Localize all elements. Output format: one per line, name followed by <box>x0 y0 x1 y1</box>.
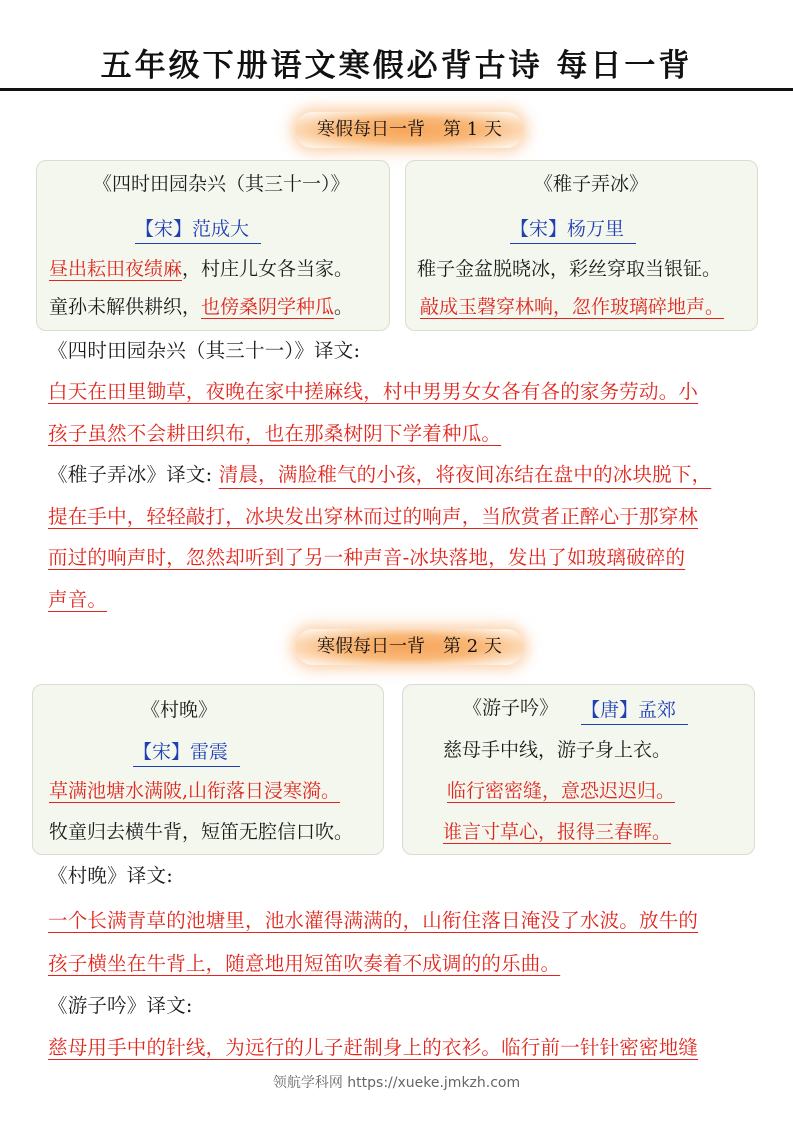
poem-line-2: 临行密密缝，意恐迟迟归。 <box>447 780 676 802</box>
translation-label-zhizi: 《稚子弄冰》译文: <box>48 463 219 486</box>
poem-line-2: 牧童归去横牛背，短笛无腔信口吹。 <box>49 821 354 843</box>
poem-line-2-end: 。 <box>334 296 354 318</box>
translation-label-cunwan: 《村晚》译文: <box>48 864 173 887</box>
translation-zhizi-line-4: 声音。 <box>48 588 108 611</box>
poem-author: 【宋】雷震 <box>133 737 240 767</box>
poem-title: 《村晚》 <box>141 699 218 721</box>
poem-line-2 <box>49 294 353 320</box>
poem-title-text: 《游子吟》 <box>463 697 559 719</box>
poem-line-2-highlight: 也傍桑阴学种瓜 <box>201 296 335 318</box>
footer-source: 领航学科网 https://xueke.jmkzh.com <box>272 1075 521 1091</box>
poem-line-3: 谁言寸草心，报得三春晖。 <box>443 821 672 843</box>
day-1-badge: 寒假每日一背 第 1 天 <box>295 112 524 148</box>
poem-author: 【唐】孟郊 <box>581 695 688 725</box>
poem-line-2: 敲成玉磬穿林响，忽作玻璃碎地声。 <box>420 296 725 318</box>
translation-label-youziyin: 《游子吟》译文: <box>48 994 193 1017</box>
day-2-badge: 寒假每日一背 第 2 天 <box>295 629 524 665</box>
translation-zhizi-text-1: 清晨，满脸稚气的小孩，将夜间冻结在盘中的冰块脱下， <box>218 463 712 486</box>
poem-card-youziyin <box>402 684 755 855</box>
translation-cunwan-line-2: 孩子横坐在牛背上，随意地用短笛吹奏着不成调的的乐曲。 <box>48 952 561 975</box>
poem-title <box>463 695 558 721</box>
poem-line-1: 慈母手中线，游子身上衣。 <box>443 739 672 761</box>
translation-cunwan-line-1: 一个长满青草的池塘里，池水灌得满满的，山衔住落日淹没了水波。放牛的 <box>48 909 699 932</box>
poem-title: 《四时田园杂兴（其三十一）》 <box>93 173 350 195</box>
poem-line-1: 草满池塘水满陂,山衔落日浸寒漪。 <box>49 780 341 802</box>
translation-sishi-line-2: 孩子虽然不会耕田织布，也在那桑树阴下学着种瓜。 <box>48 422 502 445</box>
poem-title: 《稚子弄冰》 <box>534 173 649 195</box>
translation-youziyin-line-1: 慈母用手中的针线，为远行的儿子赶制身上的衣衫。临行前一针针密密地缝 <box>48 1036 699 1059</box>
translation-zhizi-line-1 <box>48 454 711 496</box>
poem-card-zhizi <box>405 160 758 331</box>
poem-line-1-rest: ，村庄儿女各当家。 <box>182 258 354 280</box>
title-divider <box>0 88 793 91</box>
poem-author: 【宋】杨万里 <box>510 214 636 244</box>
translation-zhizi-line-3: 而过的响声时，忽然却听到了另一种声音-冰块落地，发出了如玻璃破碎的 <box>48 546 686 569</box>
poem-line-2-plain: 童孙未解供耕织， <box>49 296 202 318</box>
translation-sishi-line-1: 白天在田里锄草，夜晚在家中搓麻线，村中男男女女各有各的家务劳动。小 <box>48 380 699 403</box>
poem-card-cunwan <box>32 684 384 855</box>
translation-zhizi-line-2: 提在手中，轻轻敲打，冰块发出穿林而过的响声，当欣赏者正醉心于那穿林 <box>48 505 699 528</box>
translation-label-sishi: 《四时田园杂兴（其三十一）》译文: <box>48 339 361 362</box>
poem-author: 【宋】范成大 <box>135 214 261 244</box>
poem-line-1 <box>49 256 353 282</box>
poem-card-sishi <box>36 160 390 331</box>
page-title: 五年级下册语文寒假必背古诗 每日一背 <box>100 48 693 84</box>
poem-line-1: 稚子金盆脱晓冰，彩丝穿取当银钲。 <box>417 258 722 280</box>
poem-line-1-highlight: 昼出耘田夜绩麻 <box>49 258 183 280</box>
